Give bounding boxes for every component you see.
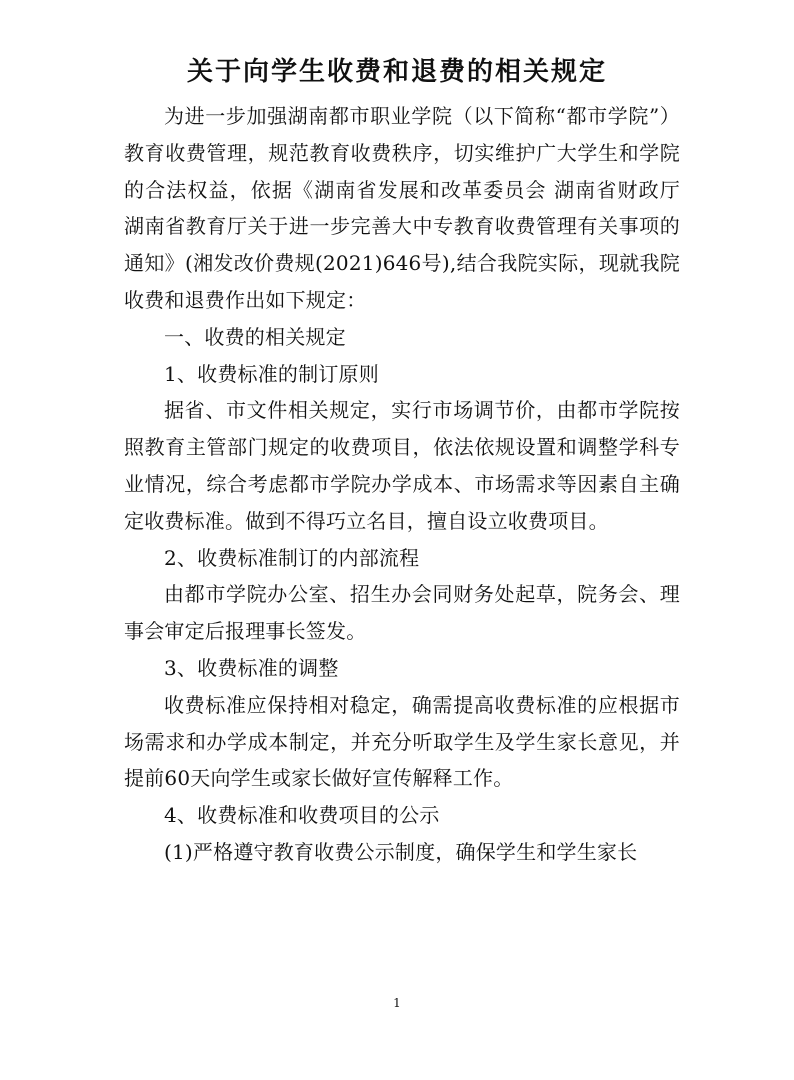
subsection-heading: 3、收费标准的调整 <box>164 655 339 680</box>
subsection-heading: 4、收费标准和收费项目的公示 <box>164 803 440 828</box>
body-paragraph: 收费标准应保持相对稳定，确需提高收费标准的应根据市场需求和办学成本制定，并充分听取学生及学生家长意见，并提前60天向学生或家长做好宣传解释工作。 <box>124 692 680 791</box>
page-number: 1 <box>393 996 401 1010</box>
subsection-heading: 1、收费标准的制订原则 <box>164 361 379 386</box>
document-body <box>124 98 680 871</box>
body-paragraph: 据省、市文件相关规定，实行市场调节价，由都市学院按照教育主管部门规定的收费项目，依法依规设置和调整学科专业情况，综合考虑都市学院办学成本、市场需求等因素自主确定收费标准。做到不得巧立名目，擅自设立收费项目。 <box>124 398 680 533</box>
intro-paragraph: 为进一步加强湖南都市职业学院（以下简称“都市学院”）教育收费管理，规范教育收费秩序，切实维护广大学生和学院的合法权益，依据《湖南省发展和改革委员会 湖南省财政厅 湖南省教育厅关于进一步完善大中专教育收费管理有关事项的通知》(湘发改价费规(2021)646号),结合我院实际，现就我院收费和退费作出如下规定： <box>124 104 680 312</box>
document-title: 关于向学生收费和退费的相关规定 <box>186 57 607 87</box>
subsection-heading: 2、收费标准制订的内部流程 <box>164 545 420 570</box>
body-paragraph: 由都市学院办公室、招生办会同财务处起草，院务会、理事会审定后报理事长签发。 <box>124 582 680 644</box>
section-heading: 一、收费的相关规定 <box>164 324 346 349</box>
body-paragraph: (1)严格遵守教育收费公示制度，确保学生和学生家长 <box>164 839 638 864</box>
